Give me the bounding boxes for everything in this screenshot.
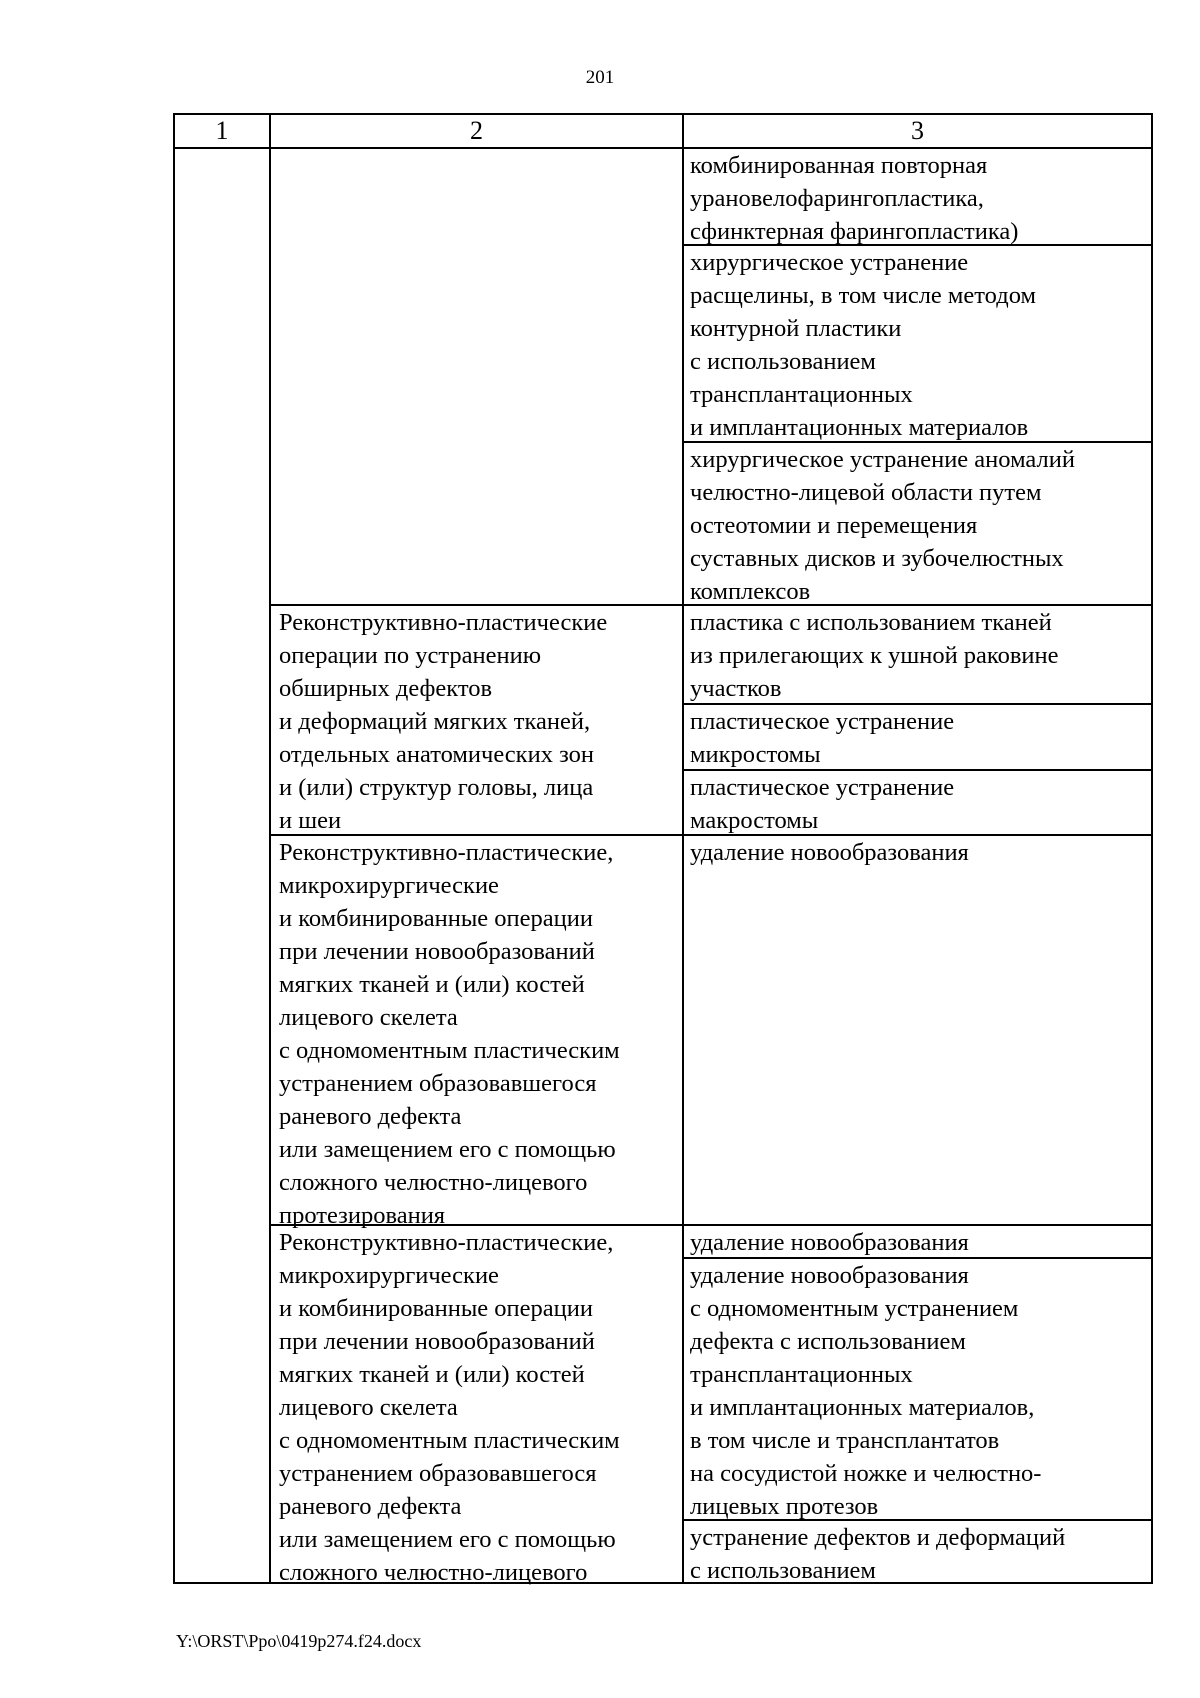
table-left-border [173, 113, 175, 1584]
header-col-2: 2 [470, 116, 483, 145]
method-cell: хирургическое устранение аномалий челюстно-лицевой области путем остеотомии и перемещения суставных дисков и зубочелюстных комплексов [690, 446, 1075, 605]
table-right-border [1151, 113, 1153, 1584]
method-cell: хирургическое устранение расщелины, в том числе методом контурной пластики с использованием трансплантационных и имплантационных материалов [690, 249, 1036, 441]
method-cell: пластика с использованием тканей из прилегающих к ушной раковине участков [690, 609, 1059, 702]
col1-col2-divider [269, 113, 271, 1584]
method-cell: пластическое устранение микростомы [690, 708, 955, 768]
method-cell: комбинированная повторная урановелофарингопластика, сфинктерная фарингопластика) [690, 152, 1019, 245]
method-cell: устранение дефектов и деформаций с использованием [690, 1524, 1066, 1584]
method-group-cell: Реконструктивно-пластические, микрохирургические и комбинированные операции при лечении новообразований мягких тканей и (или) костей лицевого скелета с одномоментным пластическим устранением образовавшегося раневого дефекта или замещением его с помощью сложного челюстно-лицевого [279, 1229, 620, 1586]
method-cell: удаление новообразования с одномоментным устранением дефекта с использованием трансплантационных и имплантационных материалов, в том числе и трансплантатов на сосудистой ножке и челюстно- лицевых протезов [690, 1262, 1042, 1520]
header-col-3: 3 [911, 116, 924, 145]
method-group-cell: Реконструктивно-пластические операции по устранению обширных дефектов и деформаций мягких тканей, отдельных анатомических зон и (или) структур головы, лица и шеи [279, 609, 608, 834]
method-cell: удаление новообразования [690, 839, 969, 866]
method-cell: пластическое устранение макростомы [690, 774, 955, 834]
document-file-path: Y:\ORST\Ppo\0419p274.f24.docx [176, 1631, 422, 1651]
page-number: 201 [585, 67, 615, 88]
col2-col3-divider [682, 113, 684, 1584]
header-col-1: 1 [215, 116, 229, 145]
method-group-cell: Реконструктивно-пластические, микрохирургические и комбинированные операции при лечении новообразований мягких тканей и (или) костей лицевого скелета с одномоментным пластическим устранением образовавшегося раневого дефекта или замещением его с помощью сложного челюстно-лицевого протезирования [279, 839, 620, 1229]
method-cell: удаление новообразования [690, 1229, 969, 1256]
